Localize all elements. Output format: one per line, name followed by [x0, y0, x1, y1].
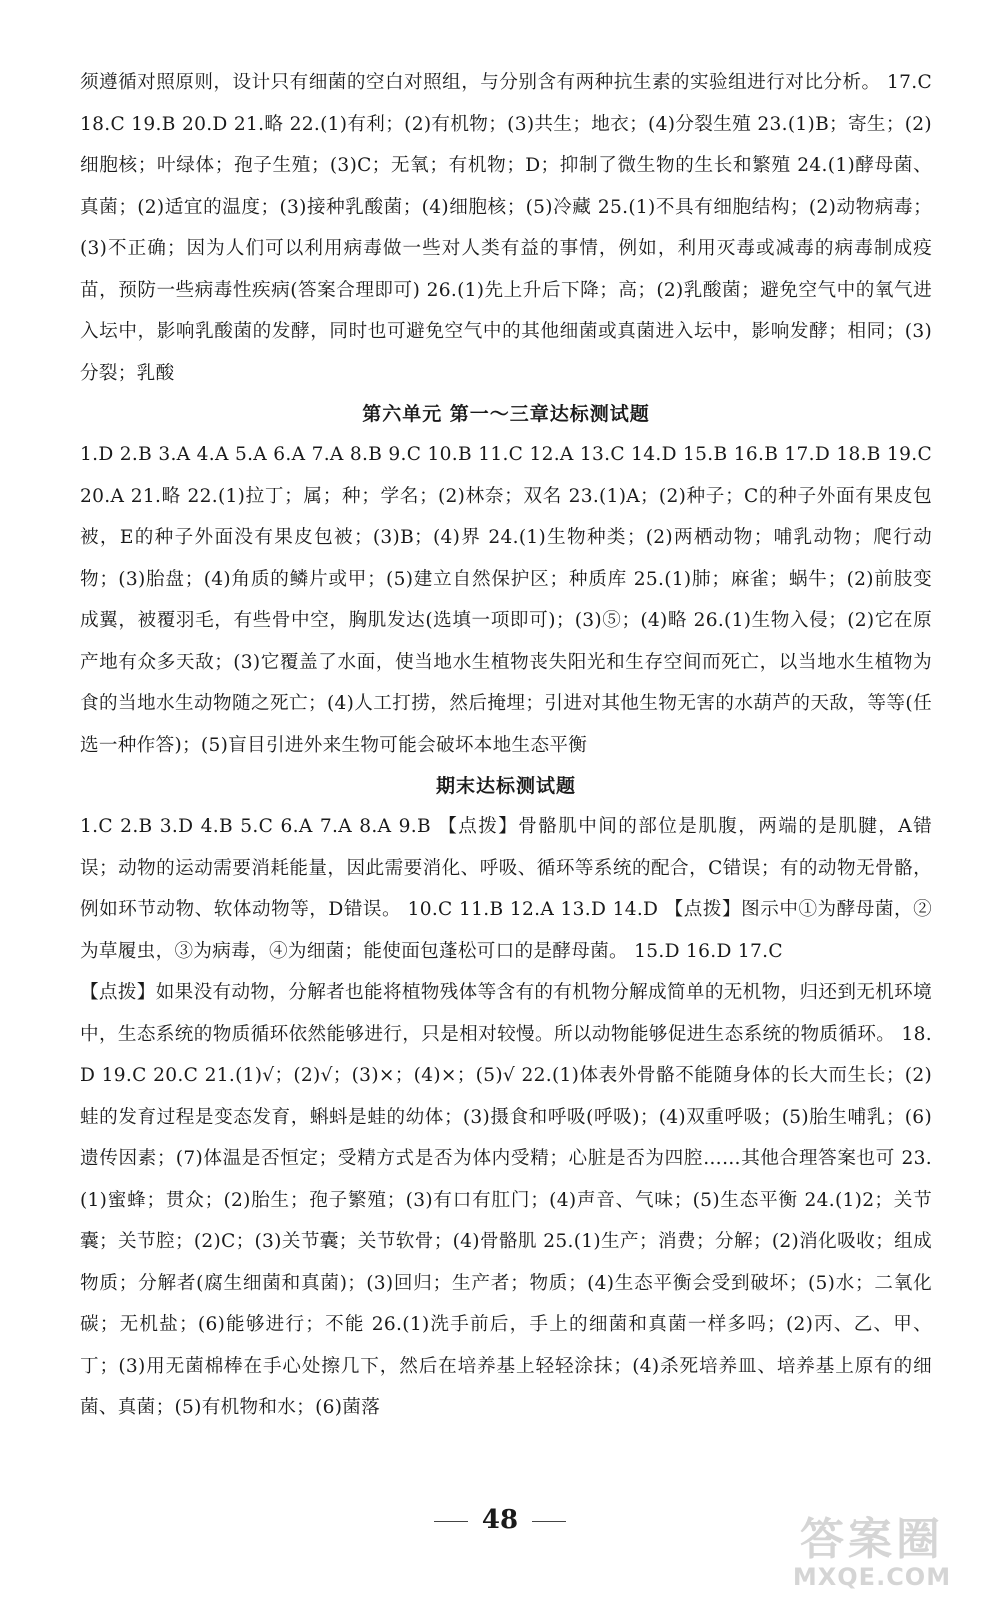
section-2-text: 1.D 2.B 3.A 4.A 5.A 6.A 7.A 8.B 9.C 10.B 11.C 12.A 13.C 14.D 15.B 16.B 17.D 18.B 19.C 20.A 21.略 22.(1)拉丁；属；种；学名；(2)林奈；双名 23.(1)A；(2)种子；C的种子外面有果皮包被，E的种子外面没有果皮包被；(3)B；(4)界 24.(1)生物种类；(2)两栖动物；哺乳动物；爬行动物；(3)胎盘；(4)角质的鳞片或甲；(5)建立自然保护区；种质库 25.(1)肺；麻雀；蜗牛；(2)前肢变成翼，被覆羽毛，有些骨中空，胸肌发达(选填一项即可)；(3)⑤；(4)略 26.(1)生物入侵；(2)它在原产地有众多天敌；(3)它覆盖了水面，使当地水生植物丧失阳光和生存空间而死亡，以当地水生植物为食的当地水生动物随之死亡；(4)人工打捞，然后掩埋；引进对其他生物无害的水葫芦的天敌，等等(任选一种作答)；(5)盲目引进外来生物可能会破坏本地生态平衡 [80, 444, 932, 756]
section-1-text: 须遵循对照原则，设计只有细菌的空白对照组，与分别含有两种抗生素的实验组进行对比分析。 17.C 18.C 19.B 20.D 21.略 22.(1)有利；(2)有机物；(3)共生；地衣；(4)分裂生殖 23.(1)B；寄生；(2)细胞核；叶绿体；孢子生殖；(3)C；无氧；有机物；D；抑制了微生物的生长和繁殖 24.(1)酵母菌、真菌；(2)适宜的温度；(3)接种乳酸菌；(4)细胞核；(5)冷藏 25.(1)不具有细胞结构；(2)动物病毒；(3)不正确；因为人们可以利用病毒做一些对人类有益的事情，例如，利用灭毒或减毒的病毒制成疫苗，预防一些病毒性疾病(答案合理即可) 26.(1)先上升后下降；高；(2)乳酸菌；避免空气中的氧气进入坛中，影响乳酸菌的发酵，同时也可避免空气中的其他细菌或真菌进入坛中，影响发酵；相同；(3)分裂；乳酸 [80, 72, 932, 384]
watermark-cn: 答案圈 [800, 1514, 944, 1565]
watermark-logo [762, 1515, 982, 1595]
footer-dash-left [434, 1521, 468, 1522]
answer-page [80, 62, 932, 1429]
section-3-text: 1.C 2.B 3.D 4.B 5.C 6.A 7.A 8.A 9.B 【点拨】骨骼肌中间的部位是肌腹，两端的是肌腱，A错误；动物的运动需要消耗能量，因此需要消化、呼吸、循环等系统的配合，C错误；有的动物无骨骼，例如环节动物、软体动物等，D错误。 10.C 11.B 12.A 13.D 14.D 【点拨】图示中①为酵母菌，②为草履虫，③为病毒，④为细菌；能使面包蓬松可口的是酵母菌。 15.D 16.D 17.C [80, 816, 932, 962]
watermark-en: MXQE.COM [792, 1563, 952, 1591]
footer-dash-right [532, 1521, 566, 1522]
page-number: 48 [481, 1505, 519, 1535]
section-2-heading: 第六单元 第一～三章达标测试题 [362, 403, 650, 425]
section-3-heading: 期末达标测试题 [435, 775, 576, 797]
section-3-text-continued: 【点拨】如果没有动物，分解者也能将植物残体等含有的有机物分解成简单的无机物，归还到无机环境中，生态系统的物质循环依然能够进行，只是相对较慢。所以动物能够促进生态系统的物质循环。 18.D 19.C 20.C 21.(1)√；(2)√；(3)×；(4)×；(5)√ 22.(1)体表外骨骼不能随身体的长大而生长；(2)蛙的发育过程是变态发育，蝌蚪是蛙的幼体；(3)摄食和呼吸(呼吸)；(4)双重呼吸；(5)胎生哺乳；(6)遗传因素；(7)体温是否恒定；受精方式是否为体内受精；心脏是否为四腔……其他合理答案也可 23.(1)蜜蜂；贯众；(2)胎生；孢子繁殖；(3)有口有肛门；(4)声音、气味；(5)生态平衡 24.(1)2；关节囊；关节腔；(2)C；(3)关节囊；关节软骨；(4)骨骼肌 25.(1)生产；消费；分解；(2)消化吸收；组成物质；分解者(腐生细菌和真菌)；(3)回归；生产者；物质；(4)生态平衡会受到破坏；(5)水；二氧化碳；无机盐；(6)能够进行；不能 26.(1)洗手前后，手上的细菌和真菌一样多吗；(2)丙、乙、甲、丁；(3)用无菌棉棒在手心处擦几下，然后在培养基上轻轻涂抹；(4)杀死培养皿、培养基上原有的细菌、真菌；(5)有机物和水；(6)菌落 [80, 982, 932, 1418]
